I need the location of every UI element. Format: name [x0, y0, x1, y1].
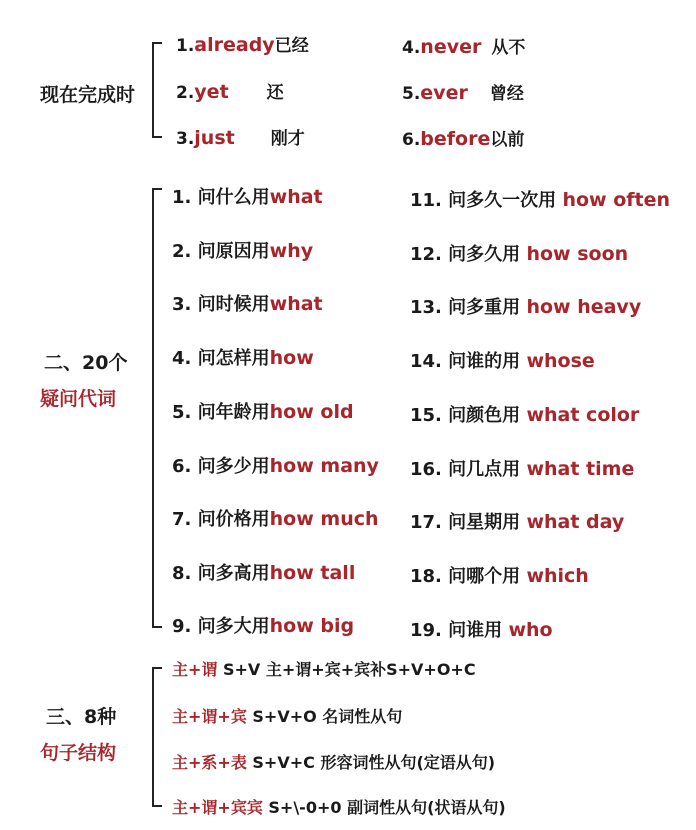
section2-label-1: 二、20个	[44, 352, 128, 374]
wh-item-5: 5. 问年龄用how old	[172, 401, 354, 423]
wh-item-3: 3. 问时候用what	[172, 293, 323, 315]
section1-bracket	[152, 42, 162, 138]
wh-item-12: 12. 问多久用 how soon	[410, 243, 629, 265]
section1-label: 现在完成时	[40, 84, 136, 106]
wh-item-9: 9. 问多大用how big	[172, 615, 355, 637]
wh-item-15: 15. 问颜色用 what color	[410, 404, 640, 426]
wh-item-18: 18. 问哪个用 which	[410, 565, 589, 587]
perfect-item-6: 6.before以前	[402, 128, 525, 150]
wh-item-8: 8. 问多高用how tall	[172, 562, 356, 584]
perfect-item-2: 2.yet 还	[176, 81, 284, 103]
structure-item-4: 主+谓+宾宾 S+\-0+0 副词性从句(状语从句)	[172, 798, 506, 817]
wh-item-16: 16. 问几点用 what time	[410, 458, 635, 480]
wh-item-6: 6. 问多少用how many	[172, 455, 379, 477]
section3-bracket	[152, 667, 162, 807]
structure-item-1: 主+谓 S+V 主+谓+宾+宾补S+V+O+C	[172, 660, 476, 679]
structure-item-3: 主+系+表 S+V+C 形容词性从句(定语从句)	[172, 753, 496, 772]
section3-label-1: 三、8种	[46, 706, 117, 728]
perfect-item-3: 3.just 刚才	[176, 127, 305, 149]
wh-item-11: 11. 问多久一次用 how often	[410, 189, 671, 211]
wh-item-13: 13. 问多重用 how heavy	[410, 296, 642, 318]
wh-item-14: 14. 问谁的用 whose	[410, 350, 595, 372]
section2-bracket	[152, 188, 162, 628]
wh-item-7: 7. 问价格用how much	[172, 508, 379, 530]
wh-item-4: 4. 问怎样用how	[172, 347, 314, 369]
perfect-item-5: 5.ever 曾经	[402, 82, 524, 104]
section3-label-2: 句子结构	[40, 742, 117, 764]
perfect-item-4: 4.never 从不	[402, 36, 526, 58]
wh-item-1: 1. 问什么用what	[172, 186, 323, 208]
perfect-item-1: 1.already已经	[176, 34, 309, 56]
wh-item-17: 17. 问星期用 what day	[410, 511, 625, 533]
section2-label-2: 疑问代词	[40, 388, 117, 410]
wh-item-19: 19. 问谁用 who	[410, 619, 553, 641]
wh-item-2: 2. 问原因用why	[172, 240, 314, 262]
structure-item-2: 主+谓+宾 S+V+O 名词性从句	[172, 707, 403, 726]
